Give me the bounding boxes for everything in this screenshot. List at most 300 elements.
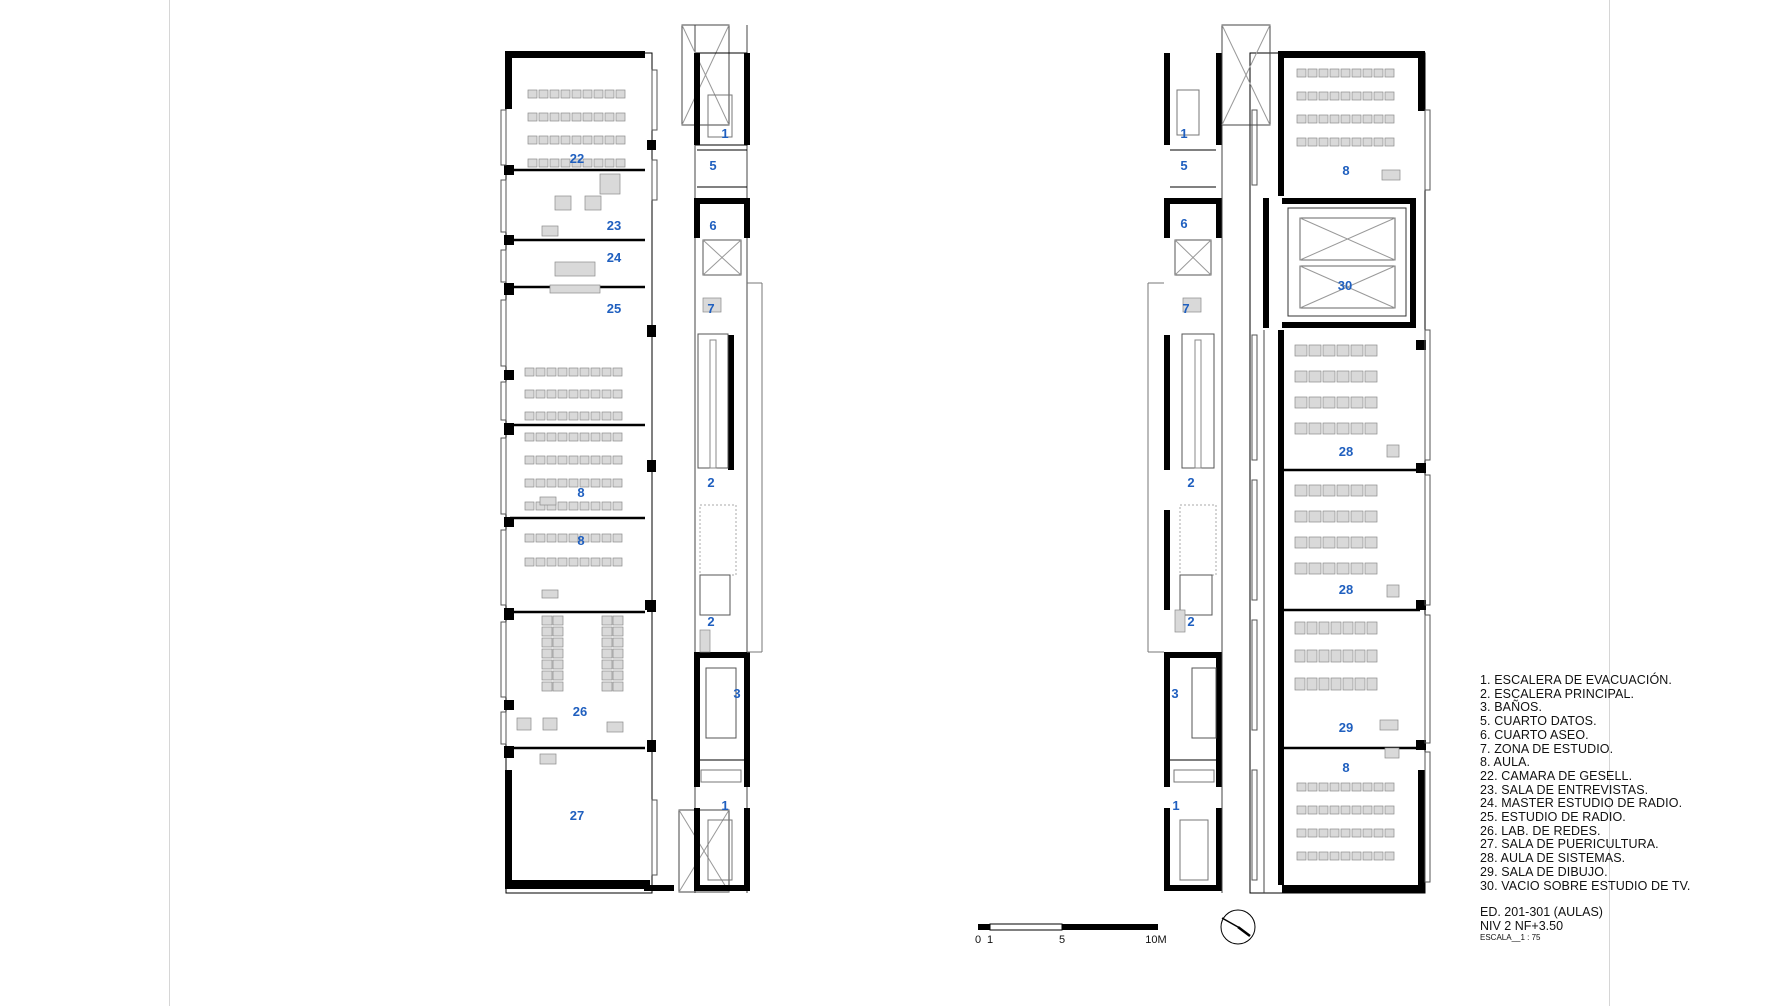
furniture-piece bbox=[542, 671, 552, 680]
furniture-piece bbox=[591, 456, 600, 464]
furniture-piece bbox=[1337, 423, 1349, 434]
furniture-piece bbox=[1323, 423, 1335, 434]
furniture-piece bbox=[591, 502, 600, 510]
room-number: 8 bbox=[1342, 163, 1350, 178]
furniture-piece bbox=[1363, 852, 1372, 860]
furniture-piece bbox=[1385, 783, 1394, 791]
furniture-piece bbox=[1341, 806, 1350, 814]
furniture-piece bbox=[536, 456, 545, 464]
furniture-piece bbox=[536, 368, 545, 376]
furniture-piece bbox=[1337, 563, 1349, 574]
furniture-piece bbox=[1309, 371, 1321, 382]
furniture-piece bbox=[539, 113, 548, 121]
legend-item: 8. AULA. bbox=[1480, 755, 1531, 770]
furniture-piece bbox=[1351, 423, 1363, 434]
furniture-piece bbox=[591, 412, 600, 420]
furniture-piece bbox=[553, 638, 563, 647]
furniture-piece bbox=[572, 113, 581, 121]
furniture-piece bbox=[561, 113, 570, 121]
furniture-piece bbox=[1331, 622, 1341, 634]
furniture-piece bbox=[583, 90, 592, 98]
room-number: 27 bbox=[569, 808, 585, 823]
furniture-piece bbox=[1330, 852, 1339, 860]
furniture-piece bbox=[1365, 511, 1377, 522]
furniture-piece bbox=[605, 159, 614, 167]
furniture-piece bbox=[1382, 170, 1400, 180]
room-number: 6 bbox=[709, 218, 717, 233]
furniture-piece bbox=[525, 479, 534, 487]
furniture-piece bbox=[1323, 485, 1335, 496]
furniture-piece bbox=[1297, 69, 1306, 77]
furniture-piece bbox=[591, 534, 600, 542]
furniture-piece bbox=[1351, 485, 1363, 496]
furniture-piece bbox=[1323, 397, 1335, 408]
furniture-piece bbox=[613, 433, 622, 441]
furniture-piece bbox=[1319, 806, 1328, 814]
furniture-piece bbox=[1341, 852, 1350, 860]
scale-tick: 5 bbox=[1058, 934, 1066, 946]
room-number: 26 bbox=[572, 704, 588, 719]
furniture-piece bbox=[542, 660, 552, 669]
furniture-piece bbox=[1295, 622, 1305, 634]
furniture-piece bbox=[1365, 423, 1377, 434]
furniture-piece bbox=[540, 497, 556, 505]
furniture-piece bbox=[542, 590, 558, 598]
furniture-piece bbox=[1337, 345, 1349, 356]
furniture-piece bbox=[1297, 852, 1306, 860]
furniture-piece bbox=[1365, 397, 1377, 408]
furniture-piece bbox=[594, 113, 603, 121]
furniture-piece bbox=[558, 534, 567, 542]
furniture-piece bbox=[1374, 783, 1383, 791]
furniture-piece bbox=[1351, 371, 1363, 382]
furniture-piece bbox=[1341, 69, 1350, 77]
room-number: 25 bbox=[606, 301, 622, 316]
furniture-piece bbox=[553, 616, 563, 625]
furniture-piece bbox=[550, 159, 559, 167]
furniture-piece bbox=[591, 479, 600, 487]
furniture-piece bbox=[553, 649, 563, 658]
furniture-piece bbox=[1337, 537, 1349, 548]
furniture-piece bbox=[591, 368, 600, 376]
furniture-piece bbox=[607, 722, 623, 732]
furniture-piece bbox=[1380, 720, 1398, 730]
furniture-piece bbox=[613, 638, 623, 647]
furniture-piece bbox=[558, 558, 567, 566]
furniture-piece bbox=[1385, 92, 1394, 100]
floor-plan bbox=[170, 0, 1609, 1006]
furniture-piece bbox=[1341, 829, 1350, 837]
legend-item: 7. ZONA DE ESTUDIO. bbox=[1480, 741, 1614, 756]
furniture-piece bbox=[1297, 115, 1306, 123]
furniture-piece bbox=[1355, 622, 1365, 634]
furniture-piece bbox=[1363, 115, 1372, 123]
furniture-piece bbox=[594, 136, 603, 144]
furniture-piece bbox=[1319, 678, 1329, 690]
furniture-piece bbox=[1363, 783, 1372, 791]
furniture-piece bbox=[536, 558, 545, 566]
furniture-piece bbox=[525, 390, 534, 398]
furniture-piece bbox=[1330, 806, 1339, 814]
scale-bar bbox=[975, 924, 1167, 946]
furniture-piece bbox=[569, 433, 578, 441]
furniture-piece bbox=[1309, 511, 1321, 522]
furniture-piece bbox=[1341, 115, 1350, 123]
legend-item: 29. SALA DE DIBUJO. bbox=[1480, 864, 1608, 879]
furniture-piece bbox=[547, 558, 556, 566]
furniture-piece bbox=[1295, 371, 1307, 382]
room-number: 8 bbox=[577, 533, 585, 548]
furniture-piece bbox=[1385, 115, 1394, 123]
furniture-piece bbox=[569, 390, 578, 398]
furniture-piece bbox=[553, 682, 563, 691]
furniture-piece bbox=[1343, 622, 1353, 634]
furniture-piece bbox=[1374, 806, 1383, 814]
furniture-piece bbox=[602, 368, 611, 376]
legend-item: 25. ESTUDIO DE RADIO. bbox=[1480, 810, 1626, 825]
furniture-piece bbox=[613, 534, 622, 542]
furniture-piece bbox=[547, 456, 556, 464]
furniture-piece bbox=[542, 638, 552, 647]
furniture-piece bbox=[1330, 69, 1339, 77]
furniture-piece bbox=[1307, 650, 1317, 662]
furniture-piece bbox=[1308, 92, 1317, 100]
furniture-piece bbox=[1323, 345, 1335, 356]
furniture-piece bbox=[1374, 115, 1383, 123]
furniture-piece bbox=[1367, 650, 1377, 662]
furniture-piece bbox=[613, 682, 623, 691]
furniture-piece bbox=[1297, 138, 1306, 146]
furniture-piece bbox=[1319, 829, 1328, 837]
furniture-piece bbox=[542, 226, 558, 236]
furniture-piece bbox=[547, 433, 556, 441]
furniture-piece bbox=[1295, 485, 1307, 496]
furniture-piece bbox=[580, 502, 589, 510]
furniture-piece bbox=[1331, 650, 1341, 662]
room-number: 6 bbox=[1180, 216, 1188, 231]
furniture-piece bbox=[602, 502, 611, 510]
furniture-piece bbox=[616, 136, 625, 144]
furniture-piece bbox=[600, 174, 620, 194]
furniture-piece bbox=[1365, 537, 1377, 548]
legend-item: 28. AULA DE SISTEMAS. bbox=[1480, 851, 1626, 866]
furniture-piece bbox=[616, 113, 625, 121]
furniture-piece bbox=[1309, 345, 1321, 356]
furniture-piece bbox=[594, 159, 603, 167]
furniture-piece bbox=[528, 90, 537, 98]
furniture-piece bbox=[605, 90, 614, 98]
furniture-piece bbox=[536, 479, 545, 487]
furniture-piece bbox=[1308, 115, 1317, 123]
level-label: NIV 2 NF+3.50 bbox=[1480, 918, 1564, 933]
furniture-piece bbox=[1355, 650, 1365, 662]
furniture-piece bbox=[591, 433, 600, 441]
furniture-piece bbox=[1297, 92, 1306, 100]
furniture-piece bbox=[1367, 678, 1377, 690]
furniture-piece bbox=[1319, 138, 1328, 146]
furniture-piece bbox=[1331, 678, 1341, 690]
room-number: 5 bbox=[709, 158, 717, 173]
furniture-piece bbox=[602, 433, 611, 441]
furniture-piece bbox=[558, 502, 567, 510]
scale-label: ESCALA__1 : 75 bbox=[1480, 933, 1541, 942]
furniture-piece bbox=[613, 660, 623, 669]
furniture-piece bbox=[1307, 678, 1317, 690]
scale-tick: 10M bbox=[1145, 934, 1167, 946]
furniture-piece bbox=[1351, 537, 1363, 548]
compass-icon bbox=[1221, 910, 1255, 944]
furniture-piece bbox=[525, 412, 534, 420]
furniture-piece bbox=[1309, 423, 1321, 434]
furniture-piece bbox=[1337, 511, 1349, 522]
furniture-piece bbox=[550, 90, 559, 98]
furniture-piece bbox=[547, 368, 556, 376]
furniture-piece bbox=[1374, 138, 1383, 146]
furniture-piece bbox=[1308, 783, 1317, 791]
drawing-sheet bbox=[169, 0, 1691, 1006]
scale-tick: 1 bbox=[986, 934, 994, 946]
furniture-piece bbox=[525, 502, 534, 510]
furniture-piece bbox=[580, 433, 589, 441]
furniture-piece bbox=[1367, 622, 1377, 634]
furniture-piece bbox=[1385, 806, 1394, 814]
furniture-piece bbox=[525, 558, 534, 566]
furniture-piece bbox=[569, 502, 578, 510]
furniture-piece bbox=[1297, 806, 1306, 814]
furniture-piece bbox=[602, 649, 612, 658]
furniture-piece bbox=[613, 479, 622, 487]
furniture-piece bbox=[558, 479, 567, 487]
furniture-piece bbox=[543, 718, 557, 730]
furniture-piece bbox=[517, 718, 531, 730]
legend-item: 5. CUARTO DATOS. bbox=[1480, 714, 1597, 729]
furniture-piece bbox=[1295, 537, 1307, 548]
furniture-piece bbox=[1295, 423, 1307, 434]
furniture-piece bbox=[1351, 397, 1363, 408]
furniture-piece bbox=[550, 113, 559, 121]
furniture-piece bbox=[580, 368, 589, 376]
furniture-piece bbox=[580, 412, 589, 420]
furniture-piece bbox=[1365, 563, 1377, 574]
furniture-piece bbox=[1330, 115, 1339, 123]
furniture-piece bbox=[1330, 783, 1339, 791]
furniture-piece bbox=[602, 627, 612, 636]
furniture-piece bbox=[1363, 829, 1372, 837]
furniture-piece bbox=[1323, 371, 1335, 382]
legend-item: 23. SALA DE ENTREVISTAS. bbox=[1480, 782, 1649, 797]
furniture-piece bbox=[594, 90, 603, 98]
furniture-piece bbox=[602, 412, 611, 420]
furniture-piece bbox=[1387, 445, 1399, 457]
room-number: 28 bbox=[1338, 444, 1354, 459]
furniture-piece bbox=[572, 136, 581, 144]
furniture-piece bbox=[1365, 485, 1377, 496]
furniture-piece bbox=[1352, 115, 1361, 123]
furniture-piece bbox=[1355, 678, 1365, 690]
furniture-piece bbox=[1363, 69, 1372, 77]
furniture-piece bbox=[536, 534, 545, 542]
building-name: ED. 201-301 (AULAS) bbox=[1480, 905, 1603, 919]
room-number: 1 bbox=[1172, 798, 1180, 813]
furniture-piece bbox=[613, 558, 622, 566]
furniture-piece bbox=[1385, 829, 1394, 837]
furniture-piece bbox=[602, 616, 612, 625]
furniture-piece bbox=[525, 433, 534, 441]
furniture-piece bbox=[1308, 138, 1317, 146]
furniture-piece bbox=[528, 159, 537, 167]
furniture-piece bbox=[558, 390, 567, 398]
furniture-piece bbox=[561, 159, 570, 167]
furniture-piece bbox=[613, 671, 623, 680]
right-building bbox=[1148, 25, 1430, 893]
furniture-piece bbox=[1330, 138, 1339, 146]
furniture-piece bbox=[572, 90, 581, 98]
furniture-piece bbox=[602, 534, 611, 542]
furniture-piece bbox=[1363, 806, 1372, 814]
room-number: 3 bbox=[1171, 686, 1179, 701]
furniture-piece bbox=[583, 136, 592, 144]
furniture-piece bbox=[1352, 852, 1361, 860]
title-block bbox=[1480, 906, 1603, 943]
furniture-piece bbox=[547, 390, 556, 398]
room-number: 7 bbox=[707, 301, 715, 316]
furniture-piece bbox=[553, 671, 563, 680]
furniture-piece bbox=[591, 558, 600, 566]
furniture-piece bbox=[569, 368, 578, 376]
furniture-piece bbox=[1341, 138, 1350, 146]
furniture-piece bbox=[1351, 511, 1363, 522]
furniture-piece bbox=[613, 390, 622, 398]
furniture-piece bbox=[550, 285, 600, 293]
room-number: 2 bbox=[707, 475, 715, 490]
furniture-piece bbox=[1352, 138, 1361, 146]
room-number: 29 bbox=[1338, 720, 1354, 735]
furniture-piece bbox=[1295, 511, 1307, 522]
furniture-piece bbox=[613, 456, 622, 464]
furniture-piece bbox=[1352, 806, 1361, 814]
furniture-piece bbox=[1351, 563, 1363, 574]
furniture-piece bbox=[583, 159, 592, 167]
furniture-piece bbox=[1343, 650, 1353, 662]
furniture-piece bbox=[1341, 92, 1350, 100]
furniture-piece bbox=[1308, 69, 1317, 77]
furniture-piece bbox=[1387, 585, 1399, 597]
room-number: 5 bbox=[1180, 158, 1188, 173]
furniture-piece bbox=[1297, 783, 1306, 791]
furniture-piece bbox=[1352, 829, 1361, 837]
furniture-piece bbox=[1308, 829, 1317, 837]
furniture-piece bbox=[525, 456, 534, 464]
furniture-piece bbox=[1385, 138, 1394, 146]
furniture-piece bbox=[1319, 69, 1328, 77]
furniture-piece bbox=[1352, 69, 1361, 77]
legend-item: 1. ESCALERA DE EVACUACIÓN. bbox=[1480, 673, 1673, 687]
furniture-piece bbox=[602, 638, 612, 647]
furniture-piece bbox=[553, 627, 563, 636]
furniture-piece bbox=[558, 368, 567, 376]
furniture-piece bbox=[1323, 537, 1335, 548]
furniture-piece bbox=[1385, 852, 1394, 860]
furniture-piece bbox=[525, 534, 534, 542]
furniture-piece bbox=[1330, 92, 1339, 100]
furniture-piece bbox=[1309, 485, 1321, 496]
furniture-piece bbox=[602, 456, 611, 464]
furniture-piece bbox=[591, 390, 600, 398]
furniture-piece bbox=[1319, 852, 1328, 860]
furniture-piece bbox=[1352, 92, 1361, 100]
furniture-piece bbox=[1308, 852, 1317, 860]
furniture-piece bbox=[1295, 650, 1305, 662]
furniture-piece bbox=[1295, 397, 1307, 408]
room-number: 8 bbox=[1342, 760, 1350, 775]
furniture-piece bbox=[1330, 829, 1339, 837]
furniture-piece bbox=[613, 502, 622, 510]
furniture-piece bbox=[542, 616, 552, 625]
furniture-piece bbox=[583, 113, 592, 121]
room-labels-left bbox=[570, 126, 741, 823]
furniture-piece bbox=[605, 136, 614, 144]
furniture-piece bbox=[602, 390, 611, 398]
furniture-piece bbox=[1297, 829, 1306, 837]
furniture-piece bbox=[1365, 371, 1377, 382]
furniture-piece bbox=[602, 671, 612, 680]
room-number: 1 bbox=[721, 798, 729, 813]
furniture-piece bbox=[580, 558, 589, 566]
furniture-piece bbox=[1323, 511, 1335, 522]
furniture-piece bbox=[555, 196, 571, 210]
room-number: 24 bbox=[606, 250, 622, 265]
room-number: 2 bbox=[1187, 475, 1195, 490]
furniture-piece bbox=[542, 682, 552, 691]
furniture-piece bbox=[1308, 806, 1317, 814]
furniture-piece bbox=[525, 368, 534, 376]
legend-item: 27. SALA DE PUERICULTURA. bbox=[1480, 837, 1659, 852]
furniture-piece bbox=[528, 136, 537, 144]
furniture-piece bbox=[553, 660, 563, 669]
room-number: 30 bbox=[1337, 278, 1353, 293]
furniture-piece bbox=[555, 262, 595, 276]
furniture-piece bbox=[539, 90, 548, 98]
furniture-piece bbox=[558, 412, 567, 420]
legend-item: 30. VACIO SOBRE ESTUDIO DE TV. bbox=[1480, 878, 1691, 893]
furniture-piece bbox=[1374, 69, 1383, 77]
furniture-piece bbox=[580, 456, 589, 464]
furniture-piece bbox=[616, 90, 625, 98]
furniture-piece bbox=[1323, 563, 1335, 574]
furniture-piece bbox=[1319, 622, 1329, 634]
furniture-piece bbox=[1319, 92, 1328, 100]
room-number: 23 bbox=[606, 218, 622, 233]
furniture-piece bbox=[1337, 397, 1349, 408]
furniture-piece bbox=[613, 616, 623, 625]
furniture-piece bbox=[528, 113, 537, 121]
furniture-piece bbox=[1363, 138, 1372, 146]
furniture-piece bbox=[536, 390, 545, 398]
furniture-piece bbox=[1319, 115, 1328, 123]
room-number: 1 bbox=[1180, 126, 1188, 141]
furniture-piece bbox=[569, 412, 578, 420]
furniture-piece bbox=[550, 136, 559, 144]
furniture-piece bbox=[613, 412, 622, 420]
furniture-piece bbox=[1365, 345, 1377, 356]
furniture-piece bbox=[569, 558, 578, 566]
furniture-piece bbox=[539, 159, 548, 167]
room-number: 22 bbox=[569, 151, 585, 166]
furniture-piece bbox=[561, 136, 570, 144]
furniture-piece bbox=[602, 682, 612, 691]
legend-item: 22. CAMARA DE GESELL. bbox=[1480, 768, 1633, 783]
furniture-piece bbox=[561, 90, 570, 98]
